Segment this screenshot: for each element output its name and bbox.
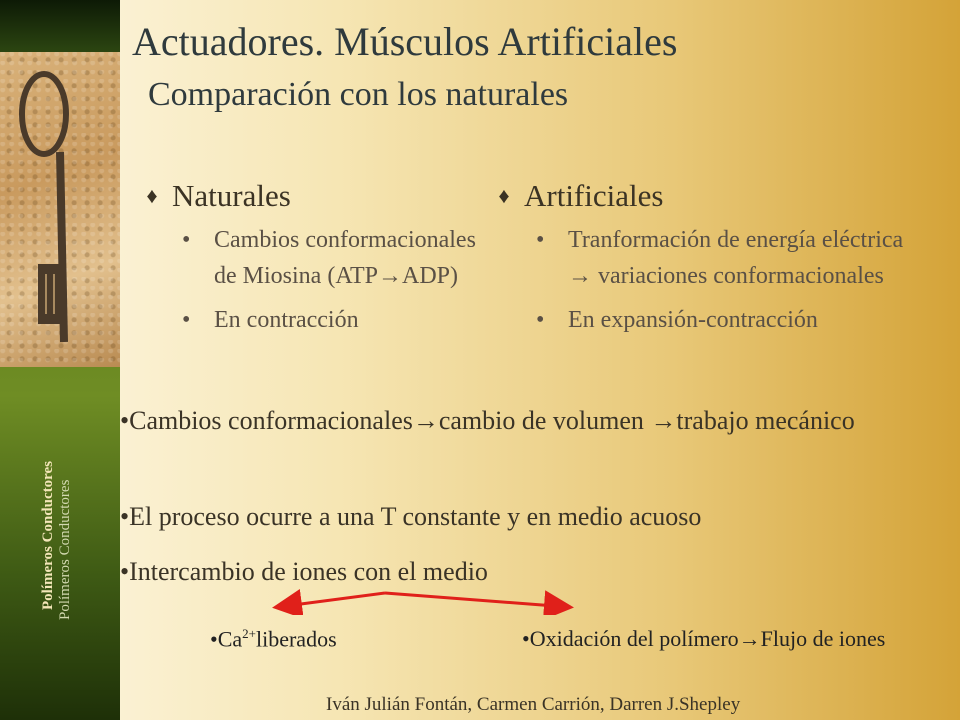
footer-authors: Iván Julián Fontán, Carmen Carrión, Darren J.Shepley	[326, 694, 741, 715]
oxidation-note: •Oxidación del polímero→Flujo de iones	[522, 626, 886, 651]
slide-subtitle: Comparación con los naturales	[148, 76, 569, 113]
sidebar-label-shadow: Polímeros Conductores	[57, 479, 73, 620]
left-arrow	[278, 593, 385, 607]
sidebar-label: Polímeros Conductores	[40, 460, 56, 610]
column-heading: Artificiales	[524, 178, 664, 213]
calcium-note: $•Ca^{2+}liberados$	[210, 626, 337, 652]
right-arrow	[385, 593, 568, 607]
column-natural	[142, 178, 502, 346]
diamond-bullet-icon: ♦	[498, 183, 510, 208]
key-icon	[0, 52, 120, 367]
column-heading: Naturales	[172, 178, 291, 213]
list-item: • En expansión-contracción	[536, 302, 914, 338]
key-photo	[0, 52, 120, 367]
sidebar	[0, 0, 120, 720]
list-item: • En contracción	[182, 302, 502, 338]
list-item: • Tranformación de energía eléctrica → variaciones conformacionales	[536, 222, 914, 294]
body-bullet-process: •El proceso ocurre a una T constante y en medio acuoso	[120, 502, 702, 531]
branch-arrows	[270, 585, 580, 615]
body-bullet-ions: •Intercambio de iones con el medio	[120, 557, 488, 586]
slide-title: Actuadores. Músculos Artificiales	[132, 19, 678, 64]
diamond-bullet-icon: ♦	[146, 183, 158, 208]
list-item: • Cambios conformacionales de Miosina (ATP→ADP)	[182, 222, 502, 294]
column-artificial	[494, 178, 914, 346]
body-bullet-volume: •Cambios conformacionales→cambio de volumen →trabajo mecánico	[120, 406, 855, 435]
